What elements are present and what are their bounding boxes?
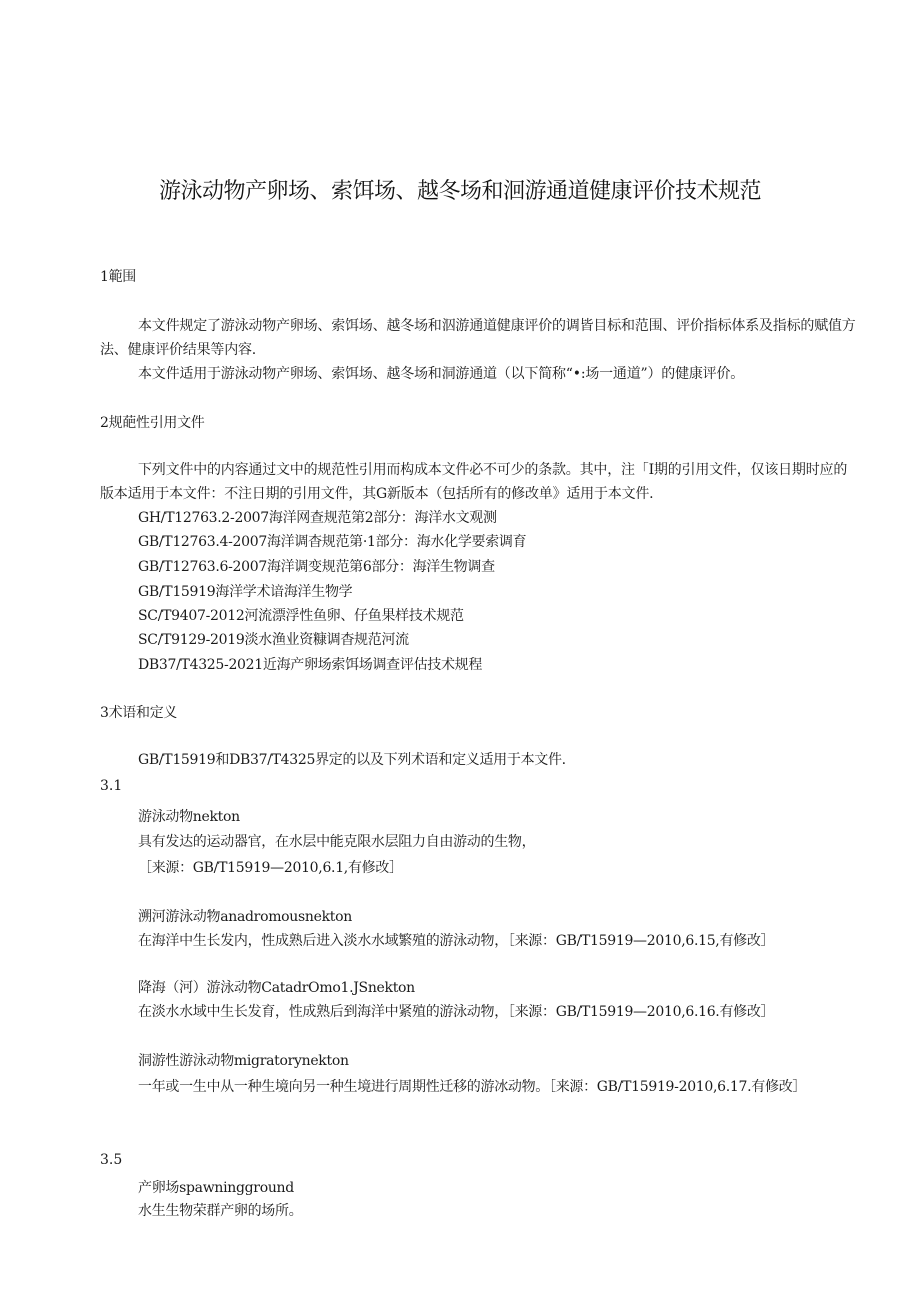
section-1-paragraph-2: 本文件适用于游泳动物产卵场、索饵场、越冬场和洞游通道（以下简称“•:场一通道”）的健康评价。 <box>138 366 745 382</box>
reference-item: GB/T12763.6-2007海洋调变规范第6部分：海洋生物调查 <box>138 559 495 575</box>
term-definition: 一年或一生中从一种生境向另一种生境进行周期性迁移的游冰动物。［来源：GB/T15919-2010,6.17.有修改］ <box>138 1079 807 1095</box>
section-3-intro: GB/T15919和DB37/T4325界定的以及下列术语和定义适用于本文件. <box>138 752 566 768</box>
term-source: ［来源：GB/T15919—2010,6.1,有修改］ <box>138 860 403 876</box>
reference-item: SC/T9407-2012河流漂浮性鱼卵、仔鱼果样技术规范 <box>138 608 464 624</box>
term-name: 溯河游泳动物anadromousnekton <box>138 909 352 925</box>
term-definition: 水生生物荣群产卵的场所。 <box>138 1203 303 1219</box>
section-1-paragraph-1: 本文件规定了游泳动物产卵场、索饵场、越冬场和泅游通道健康评价的调皆目标和范围、评价指标体系及指标的赋值方法、健康评价结果等内容. <box>100 318 856 358</box>
section-2-paragraph: 下列文件中的内容通过文中的规范性引用而构成本文件必不可少的条款。其中，注「I期的引用文件，仅该日期时应的版本适用于本文件：不注日期的引用文件，其G新版本（包括所有的修改单》适用于本文件. <box>100 462 848 502</box>
section-3-heading: 3术语和定义 <box>100 705 178 721</box>
term-definition: 在海洋中生长发内，性成熟后进入淡水水域繁殖的游泳动物，［来源：GB/T15919—2010,6.15,有修改］ <box>138 933 775 949</box>
reference-item: SC/T9129-2019淡水渔业资糠调杳规范河流 <box>138 632 409 648</box>
term-name: 洞游性游泳动物migratorynekton <box>138 1053 349 1069</box>
document-title: 游泳动物产卵场、索饵场、越冬场和洄游通道健康评价技术规范 <box>158 179 761 204</box>
term-definition: 在淡水水域中生长发育，性成熟后到海洋中紧殖的游泳动物，［来源：GB/T15919—2010,6.16.有修改］ <box>138 1004 775 1020</box>
section-2-heading: 2规葩性引用文件 <box>100 415 205 431</box>
term-name: 产卵场spawningground <box>138 1180 294 1196</box>
reference-item: DB37/T4325-2021近海产卵场索饵场调查评估技术规程 <box>138 657 483 673</box>
reference-item: GH/T12763.2-2007海洋网查规范第2部分：海洋水文观测 <box>138 510 497 526</box>
term-name: 游泳动物nekton <box>138 809 240 825</box>
term-definition: 具有发达的运动器官，在水层中能克限水层阻力自由游动的生物， <box>138 834 536 850</box>
term-name: 降海（河）游泳动物CatadrOmo1.JSnekton <box>138 980 415 996</box>
clause-number: 3.1 <box>100 778 123 794</box>
reference-item: GB/T15919海洋学术谙海洋生物学 <box>138 584 353 600</box>
reference-item: GB/T12763.4-2007海洋调杳规范第·1部分：海水化学要索调育 <box>138 534 527 550</box>
section-1-heading: 1範围 <box>100 269 137 285</box>
clause-number: 3.5 <box>100 1152 123 1168</box>
